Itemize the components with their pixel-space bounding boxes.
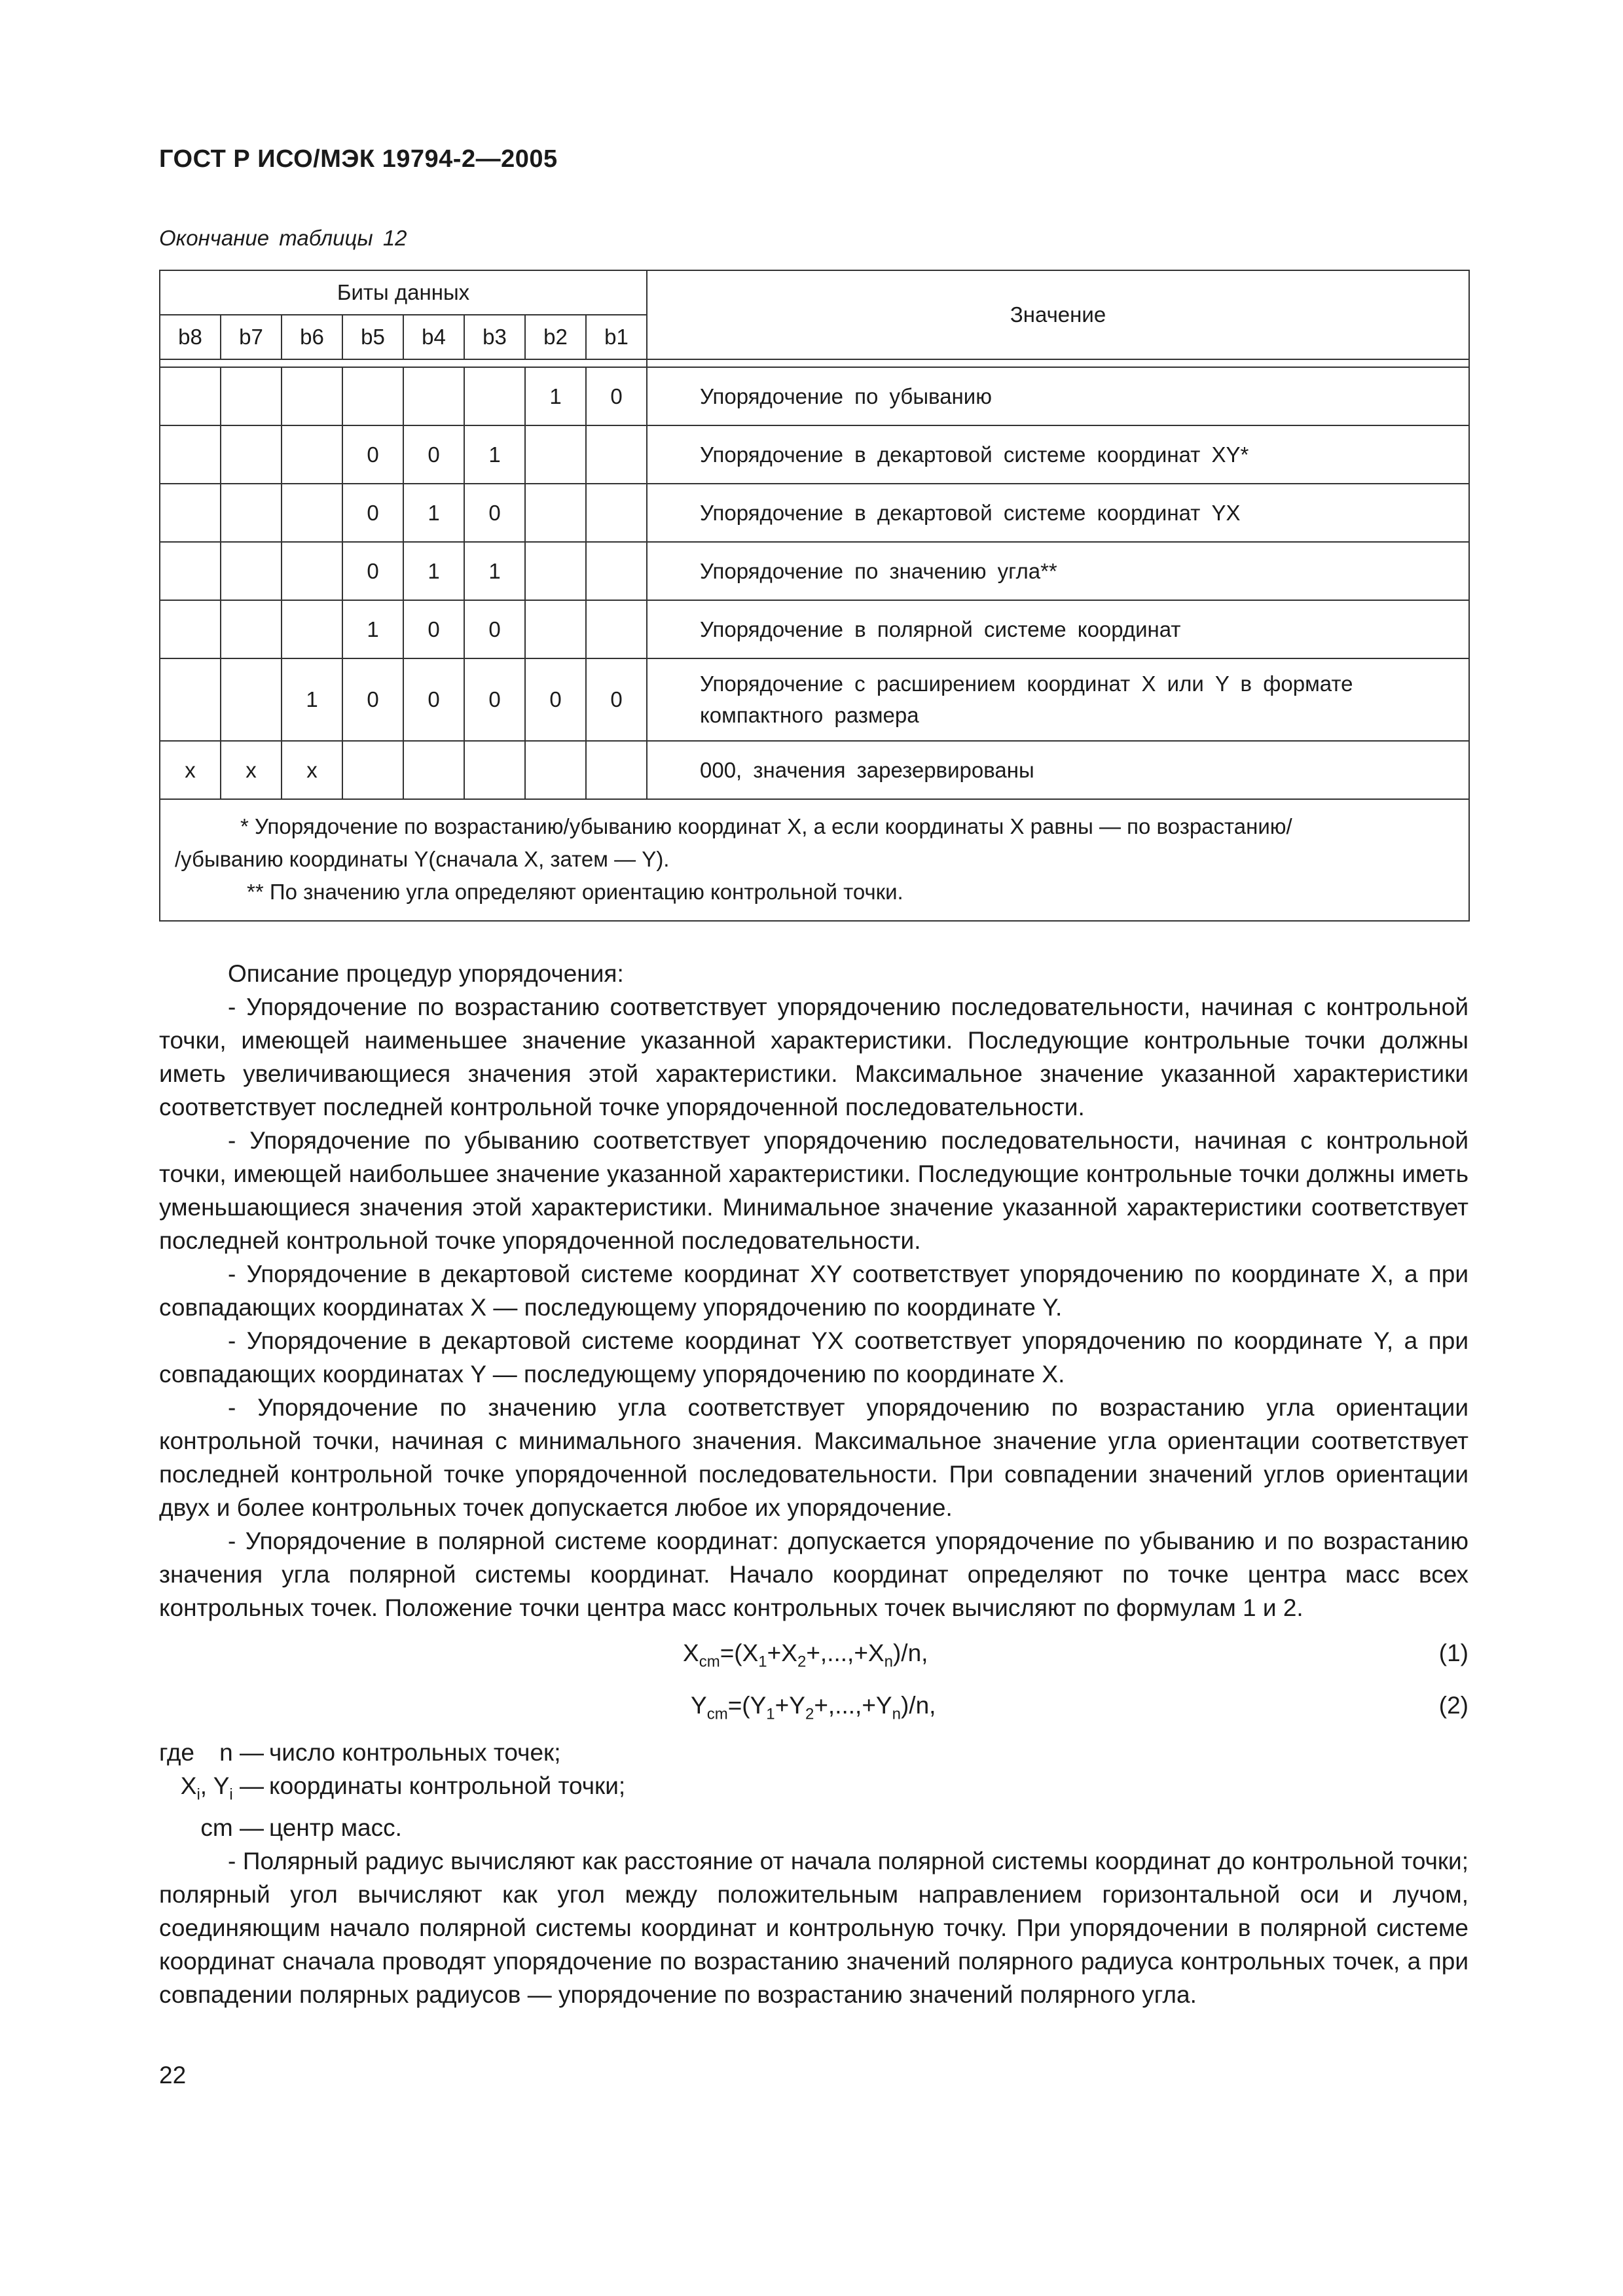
bit-cell <box>160 600 221 658</box>
where-symbol: n — <box>219 1739 264 1766</box>
bit-header: b6 <box>282 315 342 359</box>
bit-cell <box>221 542 282 600</box>
bit-cell: 0 <box>464 484 525 542</box>
where-symbol: cm — <box>200 1814 264 1842</box>
bit-cell <box>282 484 342 542</box>
bit-cell <box>282 600 342 658</box>
bit-cell <box>525 484 586 542</box>
bit-cell: 1 <box>342 600 403 658</box>
bit-cell: x <box>221 741 282 799</box>
paragraph: - Упорядочение по убыванию соответствует упорядочению последовательности, начиная с контрольной точки, имеющей наибольшее значение указанной характеристики. Последующие контрольные точки должны иметь уменьшающиеся значения этой характеристики. Минимальное значение указанной характеристики соответствует последней контрольной точке упорядоченной последовательности. <box>159 1127 1468 1254</box>
bit-cell <box>160 367 221 425</box>
bit-cell: 0 <box>586 658 647 741</box>
bit-cell <box>403 741 464 799</box>
formula-1 <box>159 1624 1468 1677</box>
bit-cell <box>221 484 282 542</box>
bit-cell: x <box>160 741 221 799</box>
bit-cell <box>525 600 586 658</box>
bit-cell <box>221 367 282 425</box>
bit-header: b8 <box>160 315 221 359</box>
bit-cell <box>586 741 647 799</box>
where-row <box>159 1769 1468 1811</box>
bit-cell: 1 <box>282 658 342 741</box>
table-row <box>160 542 1469 600</box>
bit-header: b4 <box>403 315 464 359</box>
table-notes-row <box>160 799 1469 921</box>
bit-header: b3 <box>464 315 525 359</box>
value-cell: Упорядочение в декартовой системе координат XY* <box>647 425 1469 484</box>
bit-header: b5 <box>342 315 403 359</box>
bit-cell <box>586 484 647 542</box>
bit-cell: 1 <box>403 484 464 542</box>
bit-cell <box>586 425 647 484</box>
bit-cell <box>464 367 525 425</box>
bit-cell <box>282 542 342 600</box>
bit-header: b7 <box>221 315 282 359</box>
bits-group-header: Биты данных <box>160 270 647 315</box>
bit-cell <box>586 600 647 658</box>
table-row <box>160 425 1469 484</box>
value-cell: Упорядочение в декартовой системе координат YX <box>647 484 1469 542</box>
table-row <box>160 367 1469 425</box>
formula-number: (1) <box>1438 1640 1468 1666</box>
bit-cell <box>586 542 647 600</box>
where-definition: число контрольных точек; <box>269 1739 561 1766</box>
table-note: ** По значению угла определяют ориентацию контрольной точки. <box>247 880 903 904</box>
where-definition: координаты контрольной точки; <box>269 1772 626 1799</box>
bits-table <box>159 270 1470 922</box>
bit-cell <box>160 542 221 600</box>
bit-header: b1 <box>586 315 647 359</box>
body-text <box>159 957 1468 2011</box>
paragraph: - Упорядочение по значению угла соответствует упорядочению по возрастанию угла ориентации контрольной точки, начиная с минимального значения. Максимальное значение угла ориентации соответствует последней контрольной точке упорядоченной последовательности. При совпадении значений углов ориентации двух и более контрольных точек допускается любое их упорядочение. <box>159 1394 1468 1521</box>
bit-cell <box>342 741 403 799</box>
paragraph: - Полярный радиус вычисляют как расстояние от начала полярной системы координат до контрольной точки; полярный угол вычисляют как угол между положительным направлением горизонтальной оси и лучом, соединяющим начало полярной системы координат и контрольную точку. При упорядочении в полярной системе координат сначала проводят упорядочение по возрастанию значений полярного радиуса контрольных точек, а при совпадении полярных радиусов — упорядочение по возрастанию значений полярного угла. <box>159 1848 1468 2009</box>
formula-expression: $Y_{cm}=(Y_1+Y_2+,...,+Y_n)/n$, <box>691 1692 936 1723</box>
standard-code: ГОСТ Р ИСО/МЭК 19794-2—2005 <box>159 145 558 173</box>
table-row <box>160 658 1469 741</box>
where-block <box>159 1736 1468 1844</box>
bit-cell: 0 <box>342 425 403 484</box>
bit-cell: 0 <box>403 658 464 741</box>
bit-cell <box>160 425 221 484</box>
bit-cell <box>160 484 221 542</box>
bit-cell <box>221 600 282 658</box>
bit-cell <box>282 367 342 425</box>
bit-cell <box>221 425 282 484</box>
paragraph: Описание процедур упорядочения: <box>228 960 624 987</box>
bit-cell: 0 <box>586 367 647 425</box>
bit-cell <box>282 425 342 484</box>
where-symbol: $X_i$, $Y_i$ — <box>180 1772 264 1804</box>
table-caption: Окончание таблицы 12 <box>159 226 407 250</box>
bit-cell: 1 <box>464 425 525 484</box>
table-note: /убыванию координаты Y(сначала X, затем — Y). <box>175 847 670 871</box>
bit-cell: 1 <box>403 542 464 600</box>
bit-cell: 0 <box>403 425 464 484</box>
bit-cell: 0 <box>342 658 403 741</box>
bit-cell: x <box>282 741 342 799</box>
formula-2 <box>159 1677 1468 1729</box>
formula-number: (2) <box>1438 1692 1468 1719</box>
where-definition: центр масс. <box>269 1814 402 1842</box>
where-lead: где <box>159 1739 195 1766</box>
paragraph: - Упорядочение в декартовой системе координат YX соответствует упорядочению по координате Y, а при совпадающих координатах Y — последующему упорядочению по координате X. <box>159 1327 1468 1388</box>
bit-cell <box>464 741 525 799</box>
bit-cell: 0 <box>403 600 464 658</box>
where-row <box>159 1736 1468 1769</box>
bit-cell <box>525 542 586 600</box>
bit-cell: 0 <box>342 542 403 600</box>
bit-cell <box>160 658 221 741</box>
paragraph: - Упорядочение в декартовой системе координат XY соответствует упорядочению по координате X, а при совпадающих координатах X — последующему упорядочению по координате Y. <box>159 1261 1468 1321</box>
bit-cell: 0 <box>464 658 525 741</box>
bit-cell <box>342 367 403 425</box>
table-row <box>160 600 1469 658</box>
bit-header: b2 <box>525 315 586 359</box>
bit-cell: 1 <box>464 542 525 600</box>
value-cell: Упорядочение в полярной системе координат <box>647 600 1469 658</box>
value-column-header: Значение <box>647 270 1469 359</box>
value-cell: Упорядочение по убыванию <box>647 367 1469 425</box>
paragraph: - Упорядочение по возрастанию соответствует упорядочению последовательности, начиная с контрольной точки, имеющей наименьшее значение указанной характеристики. Последующие контрольные точки должны иметь увеличивающиеся значения этой характеристики. Максимальное значение указанной характеристики соответствует последней контрольной точке упорядоченной последовательности. <box>159 994 1468 1121</box>
table-row <box>160 741 1469 799</box>
table-notes <box>160 799 1469 921</box>
bit-cell <box>525 425 586 484</box>
value-cell: Упорядочение по значению угла** <box>647 542 1469 600</box>
bit-cell <box>525 741 586 799</box>
page-number: 22 <box>159 2062 187 2089</box>
value-cell: Упорядочение с расширением координат X или Y в формате компактного размера <box>647 658 1469 741</box>
table-row <box>160 484 1469 542</box>
bit-cell <box>403 367 464 425</box>
table-note: * Упорядочение по возрастанию/убыванию координат X, а если координаты X равны — по возрастанию/ <box>240 814 1292 838</box>
where-row <box>159 1811 1468 1844</box>
bit-cell <box>221 658 282 741</box>
paragraph: - Упорядочение в полярной системе координат: допускается упорядочение по убыванию и по возрастанию значения угла полярной системы координат. Начало координат определяют по точке центра масс всех контрольных точек. Положение точки центра масс контрольных точек вычисляют по формулам 1 и 2. <box>159 1528 1468 1621</box>
value-cell: 000, значения зарезервированы <box>647 741 1469 799</box>
bit-cell: 0 <box>525 658 586 741</box>
bit-cell: 0 <box>342 484 403 542</box>
bit-cell: 1 <box>525 367 586 425</box>
bit-cell: 0 <box>464 600 525 658</box>
formula-expression: $X_{cm}=(X_1+X_2+,...,+X_n)/n$, <box>683 1640 928 1671</box>
